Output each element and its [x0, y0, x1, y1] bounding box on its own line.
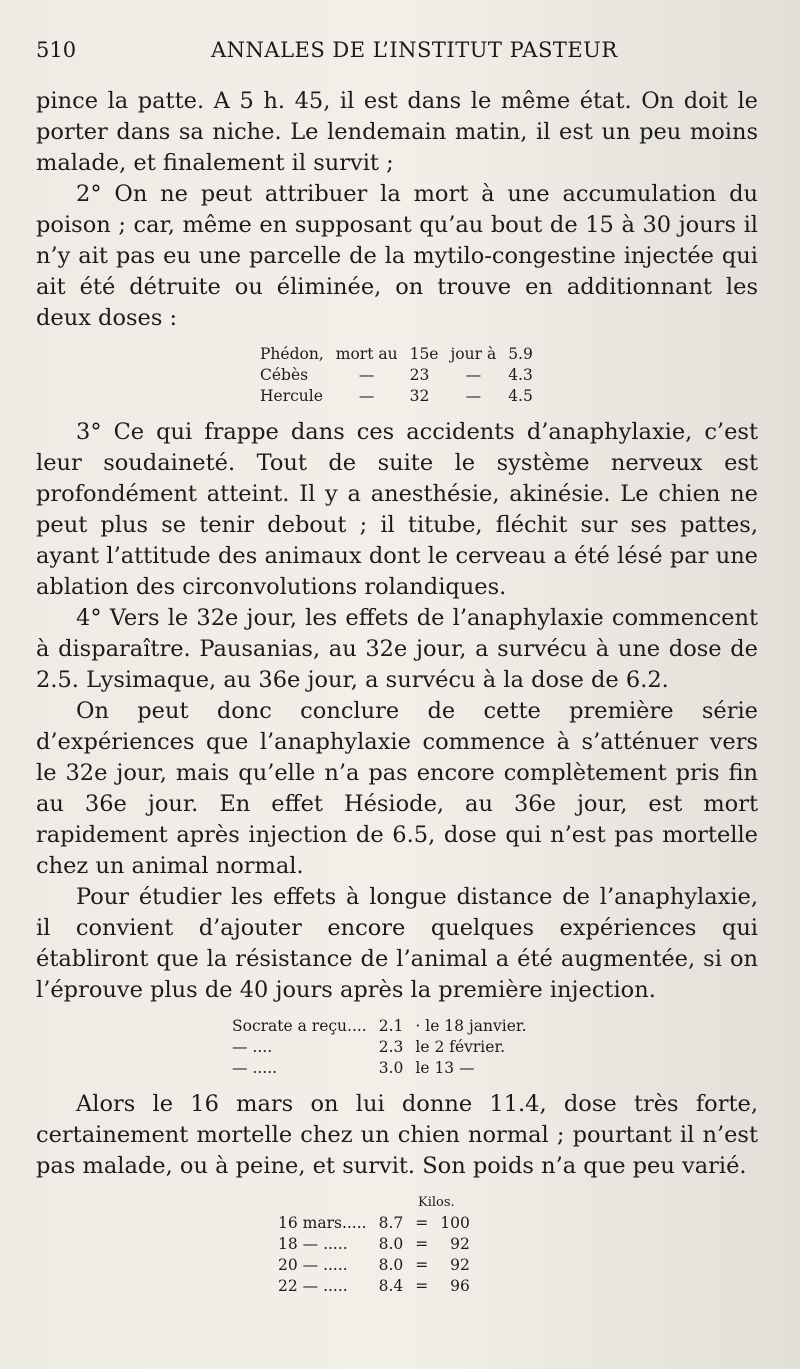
date: 20 — ..... [278, 1256, 348, 1274]
paragraph-2: 2° On ne peut attribuer la mort à une accumulation du poison ; car, même en supposant qu’au bout de 15 à 30 jours il n’y ait pas eu une parcelle de la mytilo-congestine injectée qui ait été détruite ou éliminée, on trouve en additionnant les deux doses : [36, 181, 758, 331]
date: le 2 février. [415, 1038, 506, 1056]
cell: — [358, 366, 375, 384]
cell: — [465, 387, 482, 405]
cell: Socrate a reçu.... [232, 1017, 367, 1035]
dose: 2.1 [378, 1017, 404, 1035]
body-text [36, 86, 758, 1307]
date: 18 — ..... [278, 1235, 348, 1253]
date: · le 18 janvier. [415, 1017, 527, 1035]
dose: 3.0 [378, 1059, 404, 1077]
table-row [226, 1037, 533, 1058]
paragraph-4: 4° Vers le 32e jour, les effets de l’anaphylaxie commencent à disparaître. Pausanias, au 32e jour, a survécu à une dose de 2.5. Lysimaque, au 36e jour, a survécu à la dose de 6.2. [36, 605, 758, 693]
cell: jour à [450, 345, 497, 363]
weight: 8.0 [378, 1235, 404, 1253]
dog-name: Phédon, [260, 345, 324, 363]
weight: 8.0 [378, 1256, 404, 1274]
dose: 5.9 [508, 345, 533, 363]
percent: 100 [440, 1214, 470, 1232]
day: 23 [409, 366, 430, 384]
date: 16 mars..... [278, 1214, 367, 1232]
page-header [36, 30, 770, 70]
table-row [226, 1016, 533, 1037]
date: le 13 — [415, 1059, 475, 1077]
date: 22 — ..... [278, 1277, 348, 1295]
cell: — .... [232, 1038, 273, 1056]
day: 15e [409, 345, 439, 363]
table-row [272, 1213, 476, 1234]
cell: mort au [335, 345, 398, 363]
cell: — [465, 366, 482, 384]
table-row [272, 1255, 476, 1276]
paragraph-1: pince la patte. A 5 h. 45, il est dans le même état. On doit le porter dans sa niche. Le lendemain matin, il est un peu moins malade, et finalement il survit ; [36, 88, 758, 176]
weight: 8.4 [378, 1277, 404, 1295]
dose-table [254, 344, 758, 407]
percent: 92 [450, 1256, 470, 1274]
paragraph-6: Pour étudier les effets à longue distance de l’anaphylaxie, il convient d’ajouter encore quelques expériences qui établiront que la résistance de l’animal a été augmentée, si on l’éprouve plus de 40 jours après la première injection. [36, 884, 758, 1003]
cell: = [415, 1235, 429, 1253]
dose: 4.3 [508, 366, 533, 384]
dog-name: Cébès [260, 366, 309, 384]
dog-name: Hercule [260, 387, 323, 405]
table-row [272, 1276, 476, 1297]
paragraph-3: 3° Ce qui frappe dans ces accidents d’anaphylaxie, c’est leur soudaineté. Tout de suite le système nerveux est profondément atteint. Il y a anesthésie, akinésie. Le chien ne peut plus se tenir debout ; il titube, fléchit sur ses pattes, ayant l’attitude des animaux dont le cerveau a été lésé par une ablation des circonvolutions rolandiques. [36, 419, 758, 600]
table-row [272, 1234, 476, 1255]
paragraph-7: Alors le 16 mars on lui donne 11.4, dose très forte, certainement mortelle chez un chien normal ; pourtant il n’est pas malade, ou à peine, et survit. Son poids n’a que peu varié. [36, 1091, 758, 1179]
weight-table [272, 1192, 758, 1297]
percent: 92 [450, 1235, 470, 1253]
table-row [254, 386, 539, 407]
cell: — [358, 387, 375, 405]
cell: = [415, 1214, 429, 1232]
running-title: ANNALES DE L’INSTITUT PASTEUR [211, 38, 618, 62]
dose: 2.3 [378, 1038, 404, 1056]
dose: 4.5 [508, 387, 533, 405]
cell: — ..... [232, 1059, 278, 1077]
table-row [254, 365, 539, 386]
socrate-table [226, 1016, 758, 1079]
day: 32 [409, 387, 430, 405]
weight: 8.7 [378, 1214, 404, 1232]
page-number: 510 [36, 38, 77, 62]
table-row [254, 344, 539, 365]
cell: = [415, 1277, 429, 1295]
percent: 96 [450, 1277, 470, 1295]
paragraph-5: On peut donc conclure de cette première série d’expériences que l’anaphylaxie commence à s’atténuer vers le 32e jour, mais qu’elle n’a pas encore complètement pris fin au 36e jour. En effet Hésiode, au 36e jour, est mort rapidement après injection de 6.5, dose qui n’est pas mortelle chez un animal normal. [36, 698, 758, 879]
unit-label: Kilos. [418, 1195, 455, 1210]
cell: = [415, 1256, 429, 1274]
table-row [226, 1058, 533, 1079]
